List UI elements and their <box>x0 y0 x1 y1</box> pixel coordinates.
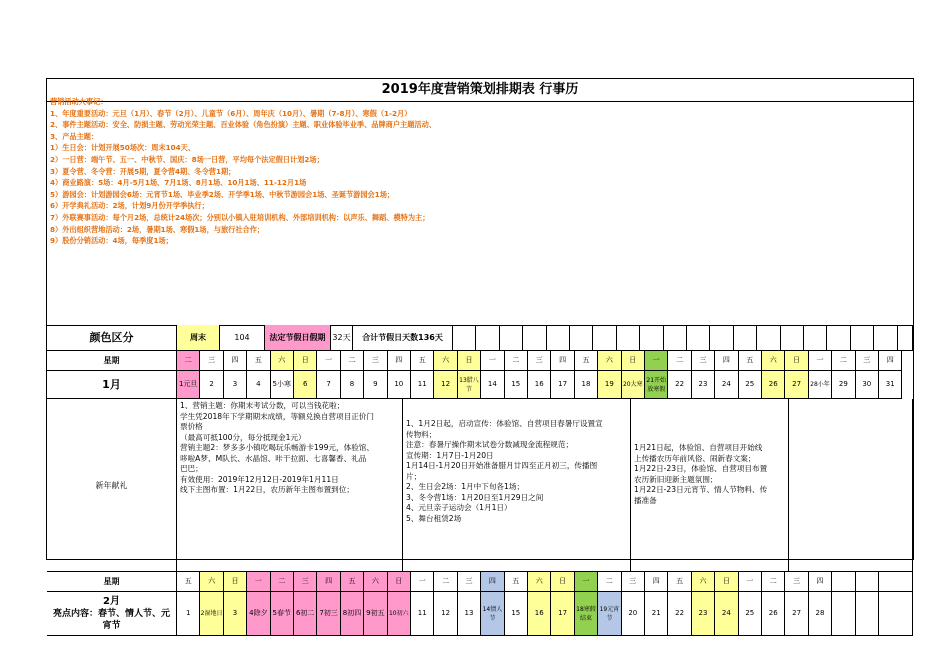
feb-day-cell: 3 <box>224 592 247 636</box>
plan-line: 1月22日-23日元宵节、情人节物料、传 <box>634 485 768 494</box>
plan-line: （最高可抵100分，每分抵现金1元） <box>180 432 306 442</box>
jan-plan-row <box>47 399 913 572</box>
jan-weekday-cell: 二 <box>505 351 528 371</box>
feb-weekday-cell: 四 <box>481 572 504 592</box>
empty-cell <box>781 325 804 351</box>
plan-line: 巴巴； <box>180 464 203 473</box>
feb-weekday-cell: 一 <box>575 572 598 592</box>
note-line: 3、产品主题： <box>50 131 99 141</box>
jan-weekday-cell: 四 <box>224 351 247 371</box>
note-line: 1、年度重要活动：元旦（1月）、春节（2月）、儿童节（6月）、周年庆（10月）、暑期（7-8月）、寒假（1-2月） <box>50 108 412 118</box>
jan-weekday-cell: 四 <box>551 351 574 371</box>
marketing-notes <box>47 97 913 326</box>
empty-cell <box>453 325 476 351</box>
jan-day-cell: 12 <box>434 371 457 399</box>
feb-day-cell: 23 <box>692 592 715 636</box>
jan-weekday-cell: 五 <box>247 351 270 371</box>
feb-day-cell: 19元宵节 <box>598 592 621 636</box>
jan-weekday-cell: 三 <box>528 351 551 371</box>
jan-day-cell: 19 <box>598 371 621 399</box>
feb-weekday-cell: 三 <box>785 572 808 592</box>
empty-cell <box>547 325 570 351</box>
note-line: 5）游园会：计划游园会6场：元宵节1场、毕业季2场、开学季1场、中秋节游园会1场、圣诞节游园会1场； <box>50 189 395 199</box>
jan-weekday-cell: 二 <box>341 351 364 371</box>
plan-line: 1月21日起，体验馆、自营项目开始线 <box>634 443 763 452</box>
feb-weekday-cell: 五 <box>341 572 364 592</box>
plan-line: 票价格 <box>180 422 203 431</box>
jan-weekday-cell: 日 <box>785 351 808 371</box>
jan-row-label: 新年献礼 <box>47 399 177 572</box>
jan-weekday-row <box>47 351 913 371</box>
jan-weekday-cell: 六 <box>271 351 294 371</box>
legend-label: 颜色区分 <box>47 325 177 351</box>
feb-day-row <box>47 592 913 636</box>
jan-day-cell: 17 <box>551 371 574 399</box>
feb-day-cell: 8初四 <box>341 592 364 636</box>
calendar-sheet <box>46 78 914 631</box>
jan-weekday-cell: 二 <box>668 351 691 371</box>
jan-plan-col2 <box>403 399 631 572</box>
jan-day-cell: 22 <box>668 371 691 399</box>
empty-cell <box>593 325 616 351</box>
plan-line: 有效使用：2019年12月12日-2019年1月11日 <box>180 474 339 484</box>
feb-day-cell: 17 <box>551 592 574 636</box>
jan-weekday-cell: 四 <box>879 351 902 371</box>
jan-month-label: 1月 <box>47 371 177 399</box>
jan-weekday-cell: 一 <box>317 351 340 371</box>
plan-line: 哆啦A梦、M队长、水晶馆、咔干拉面、七喜馨香、礼品 <box>180 453 367 463</box>
feb-weekday-cell: 六 <box>692 572 715 592</box>
jan-weekday-cell: 四 <box>388 351 411 371</box>
plan-line: 宣传期：1月7日-1月20日 <box>406 450 494 460</box>
jan-weekday-cell: 三 <box>200 351 223 371</box>
empty-cell <box>827 325 850 351</box>
jan-weekday-cell: 一 <box>481 351 504 371</box>
legend-row <box>47 325 913 351</box>
jan-weekday-cell: 五 <box>575 351 598 371</box>
feb-weekday-cell: 四 <box>317 572 340 592</box>
jan-plan-col4 <box>789 399 913 572</box>
jan-day-cell: 16 <box>528 371 551 399</box>
legend-weekend: 周末 <box>177 325 220 351</box>
feb-weekday-cell: 二 <box>762 572 785 592</box>
feb-weekday-cell: 一 <box>739 572 762 592</box>
jan-weekday-cell: 日 <box>622 351 645 371</box>
empty-cell <box>851 325 874 351</box>
feb-day-cell: 22 <box>668 592 691 636</box>
jan-day-cell: 23 <box>692 371 715 399</box>
empty-cell <box>640 325 663 351</box>
jan-day-cell: 8 <box>341 371 364 399</box>
feb-weekday-cell: 二 <box>434 572 457 592</box>
empty-cell <box>898 325 913 351</box>
jan-day-cell: 7 <box>317 371 340 399</box>
empty-cell <box>570 325 593 351</box>
jan-weekday-cell: 三 <box>364 351 387 371</box>
jan-day-cell: 3 <box>224 371 247 399</box>
jan-day-cell: 30 <box>856 371 879 399</box>
feb-weekday-cell: 三 <box>622 572 645 592</box>
jan-day-cell: 4 <box>247 371 270 399</box>
jan-weekday-cell: 六 <box>598 351 621 371</box>
feb-day-cell: 6初二 <box>294 592 317 636</box>
feb-weekday-cell: 日 <box>551 572 574 592</box>
empty-cell <box>874 325 897 351</box>
jan-weekday-cell: 日 <box>458 351 481 371</box>
empty-cell <box>856 572 879 592</box>
jan-day-cell: 25 <box>739 371 762 399</box>
feb-weekday-header: 星期 <box>47 572 177 592</box>
feb-day-cell: 7初三 <box>317 592 340 636</box>
legend-holiday-days: 32天 <box>331 325 353 351</box>
plan-line: 注意：春暑厅操作期末试卷分数减现金流程规范； <box>406 440 574 449</box>
plan-line: 1、1月2日起，启动宣传：体验馆、自营项目春暑厅设置宣 <box>406 419 603 428</box>
legend-total: 合计节假日天数136天 <box>353 325 453 351</box>
feb-day-cell: 4除夕 <box>247 592 270 636</box>
feb-weekday-cell: 五 <box>177 572 200 592</box>
jan-weekday-cell: 二 <box>832 351 855 371</box>
jan-day-cell: 1元旦 <box>177 371 200 399</box>
feb-day-cell: 13 <box>458 592 481 636</box>
jan-day-cell: 31 <box>879 371 902 399</box>
sheet-title: 2019年度营销策划排期表 行事历 <box>47 79 913 102</box>
note-line: 9）股份分销活动：4场，每季度1场； <box>50 236 173 246</box>
jan-plan-col3 <box>631 399 789 572</box>
jan-day-cell: 28小年 <box>809 371 832 399</box>
jan-day-cell: 15 <box>505 371 528 399</box>
empty-cell <box>832 592 855 636</box>
feb-day-cell: 9初五 <box>364 592 387 636</box>
note-line: 6）开学典礼活动：2场，计划9月份开学季执行； <box>50 201 209 211</box>
feb-day-cell: 10初六 <box>388 592 411 636</box>
empty-cell <box>734 325 757 351</box>
legend-weekend-days: 104 <box>220 325 265 351</box>
empty-cell <box>687 325 710 351</box>
jan-day-cell: 26 <box>762 371 785 399</box>
feb-weekday-cell: 五 <box>668 572 691 592</box>
jan-weekday-cell: 四 <box>715 351 738 371</box>
feb-day-cell: 15 <box>505 592 528 636</box>
feb-day-cell: 27 <box>785 592 808 636</box>
jan-day-cell: 10 <box>388 371 411 399</box>
jan-day-cell: 21开始放寒假 <box>645 371 668 399</box>
jan-day-row <box>47 371 913 399</box>
feb-weekday-cell: 一 <box>247 572 270 592</box>
empty-cell <box>710 325 733 351</box>
feb-month-label: 2月 <box>103 596 120 607</box>
feb-weekday-cell: 日 <box>715 572 738 592</box>
jan-day-cell: 6 <box>294 371 317 399</box>
plan-line: 2、生日会2场：1月中下旬各1场； <box>406 482 525 491</box>
empty-cell <box>856 592 879 636</box>
jan-plan-col1 <box>177 399 403 572</box>
feb-weekday-cell: 日 <box>224 572 247 592</box>
jan-day-cell: 20大寒 <box>622 371 645 399</box>
plan-line: 1月22日-23日，体验馆、自营项目布置 <box>634 464 768 473</box>
plan-line: 学生凭2018年下学期期末成绩，等额兑换自营项目正价门 <box>180 411 374 421</box>
note-line: 7）外联赛事活动：每个月2场，总统计24场次；分别以小镇入驻培训机构、外部培训机构：以声乐、舞蹈、模特为主； <box>50 213 430 222</box>
feb-weekday-cell: 四 <box>645 572 668 592</box>
jan-weekday-cell: 一 <box>645 351 668 371</box>
note-line: 2、事件主题活动：安全、防损主题、劳动光荣主题、百业体验（角色扮演）主题、职业体验毕业季、品牌商户主题活动、 <box>50 120 436 130</box>
feb-day-cell: 2湿地日 <box>200 592 223 636</box>
feb-day-cell: 5春节 <box>271 592 294 636</box>
jan-weekday-cell: 日 <box>294 351 317 371</box>
feb-day-cell: 12 <box>434 592 457 636</box>
feb-weekday-cell: 三 <box>458 572 481 592</box>
plan-line: 上传播农历年前风俗、闹新春文案； <box>634 453 756 463</box>
feb-weekday-row <box>47 572 913 592</box>
empty-cell <box>617 325 640 351</box>
jan-day-cell: 18 <box>575 371 598 399</box>
plan-line: 线下主图布置：1月22日，农历新年主图布置到位； <box>180 485 354 494</box>
jan-day-cell: 2 <box>200 371 223 399</box>
feb-weekday-cell: 日 <box>388 572 411 592</box>
empty-cell <box>879 572 913 592</box>
note-line: 2）一日营：端午节、五一、中秋节、国庆：8场一日营，平均每个法定假日计划2场； <box>50 155 324 164</box>
plan-line: 1、营销主题：你期末考试分数，可以当钱花啦； <box>180 401 345 410</box>
feb-day-cell: 18寒假结束 <box>575 592 598 636</box>
jan-weekday-cell: 三 <box>856 351 879 371</box>
feb-day-cell: 11 <box>411 592 434 636</box>
feb-weekday-cell: 二 <box>598 572 621 592</box>
jan-day-cell: 13腊八节 <box>458 371 481 399</box>
plan-line: 5、舞台租赁2场 <box>406 513 462 523</box>
jan-weekday-header: 星期 <box>47 351 177 371</box>
jan-weekday-cell: 五 <box>739 351 762 371</box>
empty-cell <box>879 592 913 636</box>
feb-weekday-cell: 六 <box>200 572 223 592</box>
feb-weekday-cell: 四 <box>809 572 832 592</box>
plan-line: 传物料； <box>406 429 437 439</box>
empty-cell <box>500 325 523 351</box>
feb-day-cell: 1 <box>177 592 200 636</box>
plan-line: 播准备 <box>634 495 657 505</box>
feb-day-cell: 25 <box>739 592 762 636</box>
plan-line: 农历新旧迎新主题氛围； <box>634 474 718 484</box>
note-line: 1）生日会：计划开展50场次：周末104天、 <box>50 143 196 153</box>
feb-day-cell: 14情人节 <box>481 592 504 636</box>
feb-day-cell: 16 <box>528 592 551 636</box>
plan-line: 片； <box>406 471 422 481</box>
feb-weekday-cell: 一 <box>411 572 434 592</box>
plan-line: 4、元旦亲子运动会（1月1日） <box>406 503 512 512</box>
jan-weekday-cell: 六 <box>434 351 457 371</box>
feb-weekday-cell: 二 <box>271 572 294 592</box>
jan-day-cell: 9 <box>364 371 387 399</box>
jan-day-cell: 14 <box>481 371 504 399</box>
empty-cell <box>804 325 827 351</box>
jan-day-cell: 24 <box>715 371 738 399</box>
feb-day-cell: 20 <box>622 592 645 636</box>
feb-day-cell: 21 <box>645 592 668 636</box>
feb-weekday-cell: 六 <box>528 572 551 592</box>
empty-cell <box>476 325 499 351</box>
plan-line: 1月14日-1月20日开始准备腊月廿四至正月初三，传播图 <box>406 461 598 470</box>
jan-weekday-cell: 一 <box>809 351 832 371</box>
jan-day-cell: 29 <box>832 371 855 399</box>
note-line: 营销活动大事记： <box>50 97 108 106</box>
empty-cell <box>757 325 780 351</box>
note-line: 3）夏令营、冬令营：开展5期，夏令营4期、冬令营1期； <box>50 166 236 176</box>
jan-day-cell: 5小寒 <box>271 371 294 399</box>
empty-cell <box>664 325 687 351</box>
jan-weekday-cell: 三 <box>692 351 715 371</box>
empty-cell <box>832 572 855 592</box>
plan-line: 营销主题2：梦多多小镇吃喝玩乐畅游卡199元，体验馆、 <box>180 443 374 452</box>
plan-line: 3、冬令营1场：1月20日至1月29日之间 <box>406 492 544 502</box>
jan-day-cell: 27 <box>785 371 808 399</box>
note-line: 8）外出组织营地活动：2场，暑期1场、寒假1场，与旅行社合作； <box>50 224 265 234</box>
jan-day-cell: 11 <box>411 371 434 399</box>
feb-day-cell: 26 <box>762 592 785 636</box>
note-line: 4）商业路演：5场：4月-5月1场、7月1场、8月1场、10月1场、11-12月1场 <box>50 178 307 188</box>
feb-weekday-cell: 五 <box>505 572 528 592</box>
feb-day-cell: 28 <box>809 592 832 636</box>
legend-holiday: 法定节假日假期 <box>265 325 331 351</box>
jan-weekday-cell: 二 <box>177 351 200 371</box>
feb-weekday-cell: 六 <box>364 572 387 592</box>
feb-weekday-cell: 三 <box>294 572 317 592</box>
feb-day-cell: 24 <box>715 592 738 636</box>
feb-month-cell <box>47 592 177 636</box>
jan-weekday-cell: 五 <box>411 351 434 371</box>
jan-weekday-cell: 六 <box>762 351 785 371</box>
feb-highlight-label: 亮点内容：春节、情人节、元宵节 <box>52 609 170 631</box>
empty-cell <box>523 325 546 351</box>
